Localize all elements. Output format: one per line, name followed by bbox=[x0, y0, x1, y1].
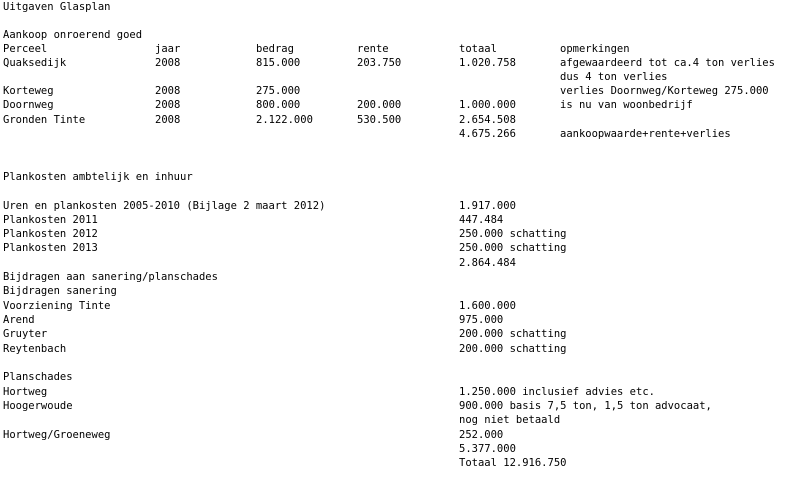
aankoop-total-note: aankoopwaarde+rente+verlies bbox=[560, 128, 731, 140]
list-item-value: 1.917.000 bbox=[459, 200, 516, 212]
list-item-value: 200.000 schatting bbox=[459, 328, 567, 340]
table-cell: dus 4 ton verlies bbox=[560, 71, 668, 83]
list-item-value: 200.000 schatting bbox=[459, 343, 567, 355]
column-header-opmerkingen: opmerkingen bbox=[560, 43, 630, 55]
table-cell: 530.500 bbox=[357, 114, 402, 126]
section-heading-planschades: Planschades bbox=[3, 371, 73, 383]
list-item-value: 252.000 bbox=[459, 429, 504, 441]
grand-total: Totaal 12.916.750 bbox=[459, 457, 567, 469]
section-heading-plankosten: Plankosten ambtelijk en inhuur bbox=[3, 171, 193, 183]
table-cell: 2008 bbox=[155, 114, 181, 126]
table-cell: is nu van woonbedrijf bbox=[560, 99, 693, 111]
list-item-label: Reytenbach bbox=[3, 343, 67, 355]
table-cell: 800.000 bbox=[256, 99, 301, 111]
table-cell: Doornweg bbox=[3, 99, 54, 111]
table-cell: 203.750 bbox=[357, 57, 402, 69]
section-heading-aankoop: Aankoop onroerend goed bbox=[3, 29, 143, 41]
list-item-label: Uren en plankosten 2005-2010 (Bijlage 2 maart 2012) bbox=[3, 200, 326, 212]
column-header-rente: rente bbox=[357, 43, 389, 55]
list-item-value: 1.250.000 inclusief advies etc. bbox=[459, 386, 655, 398]
aankoop-total: 4.675.266 bbox=[459, 128, 516, 140]
plankosten-total: 2.864.484 bbox=[459, 257, 516, 269]
table-cell: 2008 bbox=[155, 57, 181, 69]
list-item-value: nog niet betaald bbox=[459, 414, 561, 426]
column-header-jaar: jaar bbox=[155, 43, 181, 55]
table-cell: 2008 bbox=[155, 99, 181, 111]
table-cell: afgewaardeerd tot ca.4 ton verlies bbox=[560, 57, 775, 69]
table-cell: Gronden Tinte bbox=[3, 114, 86, 126]
list-item-label: Plankosten 2011 bbox=[3, 214, 98, 226]
table-cell: Quaksedijk bbox=[3, 57, 67, 69]
column-header-perceel: Perceel bbox=[3, 43, 48, 55]
section-heading-bijdragen: Bijdragen aan sanering/planschades bbox=[3, 271, 218, 283]
table-cell: 200.000 bbox=[357, 99, 402, 111]
table-cell: 275.000 bbox=[256, 85, 301, 97]
list-item-value: 250.000 schatting bbox=[459, 228, 567, 240]
list-item-value: 250.000 schatting bbox=[459, 242, 567, 254]
column-header-totaal: totaal bbox=[459, 43, 497, 55]
list-item-label: Gruyter bbox=[3, 328, 48, 340]
list-item-value: 975.000 bbox=[459, 314, 504, 326]
list-item-label: Plankosten 2012 bbox=[3, 228, 98, 240]
table-cell: 1.000.000 bbox=[459, 99, 516, 111]
list-item-label: Hortweg/Groeneweg bbox=[3, 429, 111, 441]
table-cell: verlies Doornweg/Korteweg 275.000 bbox=[560, 85, 769, 97]
list-item-label: Voorziening Tinte bbox=[3, 300, 111, 312]
table-cell: 815.000 bbox=[256, 57, 301, 69]
column-header-bedrag: bedrag bbox=[256, 43, 294, 55]
planschades-total: 5.377.000 bbox=[459, 443, 516, 455]
list-item-value: 447.484 bbox=[459, 214, 504, 226]
list-item-label: Hortweg bbox=[3, 386, 48, 398]
document-title: Uitgaven Glasplan bbox=[3, 1, 111, 13]
table-cell: 1.020.758 bbox=[459, 57, 516, 69]
table-cell: 2.654.508 bbox=[459, 114, 516, 126]
subheading-bijdragen-sanering: Bijdragen sanering bbox=[3, 285, 117, 297]
table-cell: 2.122.000 bbox=[256, 114, 313, 126]
list-item-label: Arend bbox=[3, 314, 35, 326]
list-item-value: 900.000 basis 7,5 ton, 1,5 ton advocaat, bbox=[459, 400, 712, 412]
list-item-value: 1.600.000 bbox=[459, 300, 516, 312]
document bbox=[3, 0, 798, 488]
list-item-label: Plankosten 2013 bbox=[3, 242, 98, 254]
table-cell: Korteweg bbox=[3, 85, 54, 97]
list-item-label: Hoogerwoude bbox=[3, 400, 73, 412]
table-cell: 2008 bbox=[155, 85, 181, 97]
